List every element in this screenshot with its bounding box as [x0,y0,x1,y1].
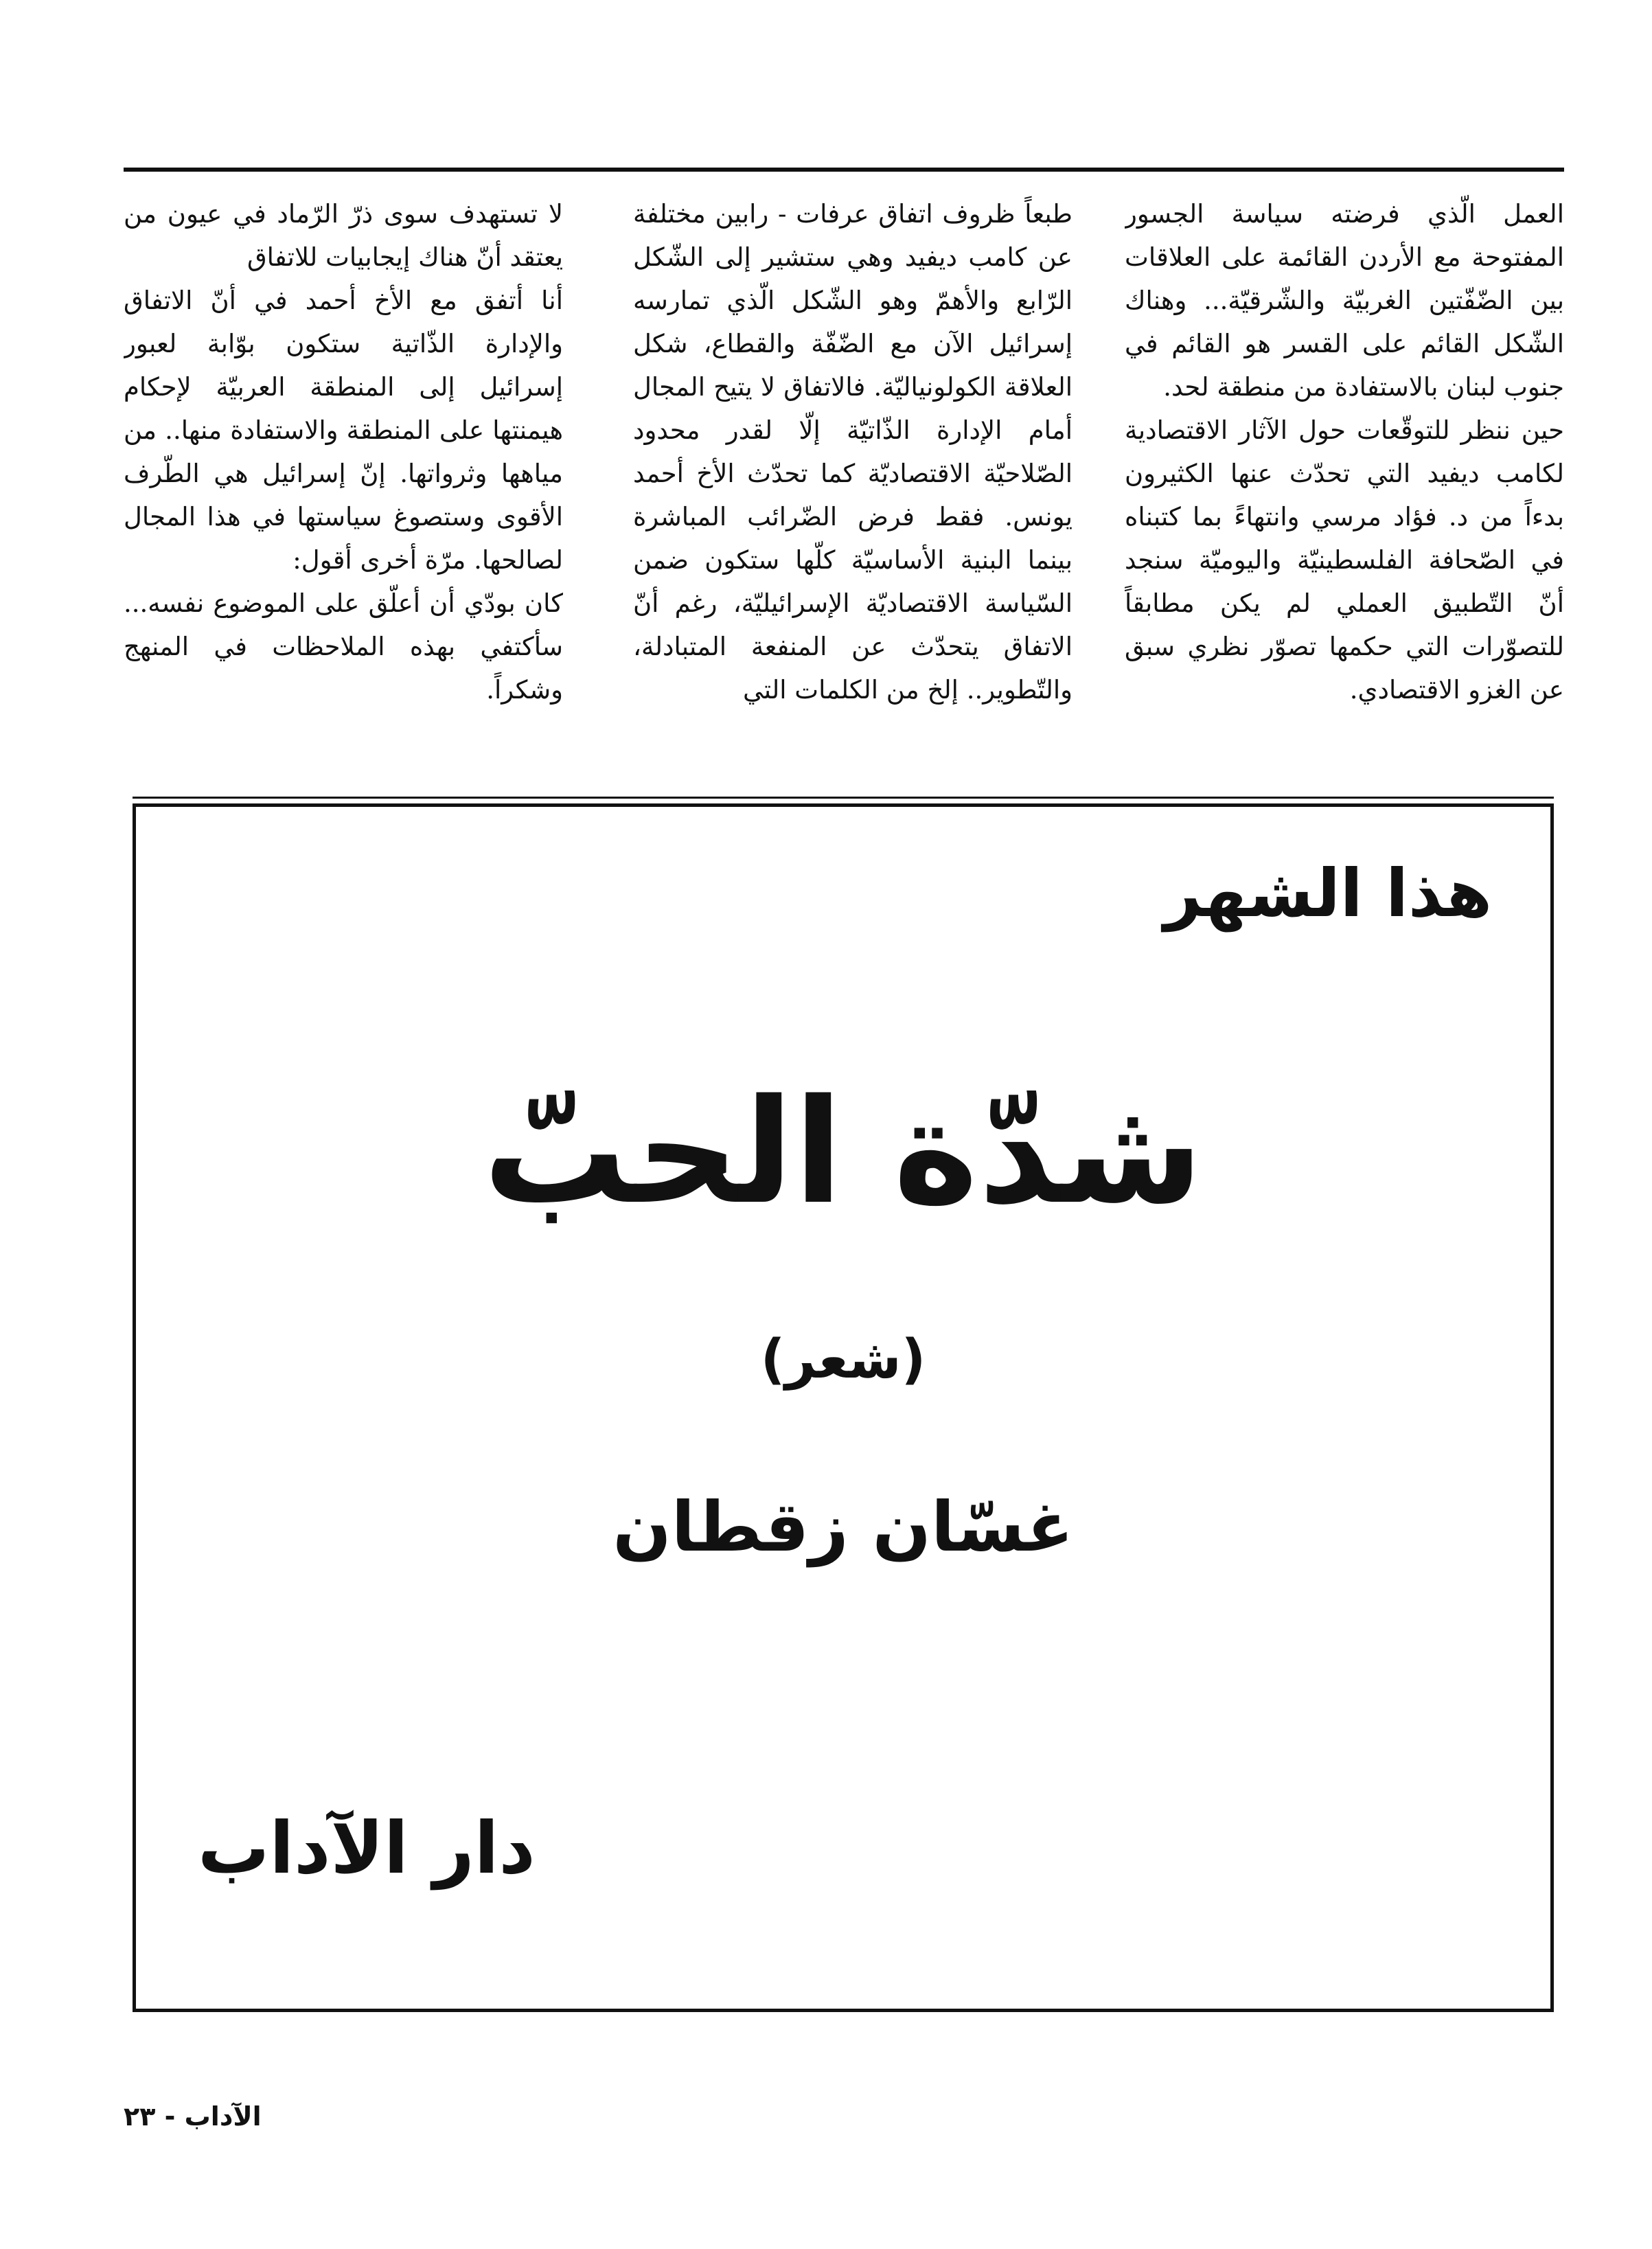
paragraph: كان بودّي أن أعلّق على الموضوع نفسه... سأكتفي بهذه الملاحظات في المنهج وشكراً. [124,589,563,705]
advert-month-label: هذا الشهر [1163,855,1492,932]
article-column-right [1125,192,1564,783]
advert-genre: (شعر) [760,1329,926,1391]
advert-publisher-logo: دار الآداب [198,1806,536,1890]
paragraph: العمل الّذي فرضته سياسة الجسور المفتوحة مع الأردن القائمة على العلاقات بين الضّفّتين الغربيّة والشّرقيّة... وهناك الشّكل القائم على القسر هو القائم في جنوب لبنان بالاستفادة من منطقة لحد. [1125,199,1564,402]
advert-book-title: شدّة الحبّ [483,1068,1204,1236]
article-column-middle [633,192,1072,783]
top-rule [124,168,1564,172]
paragraph: لا تستهدف سوى ذرّ الرّماد في عيون من يعتقد أنّ هناك إيجابيات للاتفاق [124,199,563,272]
article-column-left [124,192,563,783]
book-advert [133,803,1554,2012]
paragraph: طبعاً ظروف اتفاق عرفات - رابين مختلفة عن كامب ديفيد وهي ستشير إلى الشّكل الرّابع والأهمّ وهو الشّكل الّذي تمارسه إسرائيل الآن مع الضّفّة والقطاع، شكل العلاقة الكولونياليّة. فالاتفاق لا يتيح المجال أمام الإدارة الذّاتيّة إلّا لقدر محدود الصّلاحيّة الاقتصاديّة كما تحدّث الأخ أحمد يونس. فقط فرض الضّرائب المباشرة بينما البنية الأساسيّة كلّها ستكون ضمن السّياسة الاقتصاديّة الإسرائيليّة، رغم أنّ الاتفاق يتحدّث عن المنفعة المتبادلة، والتّطوير.. إلخ من الكلمات التي [633,199,1072,705]
advert-author: غسّان زقطان [612,1487,1074,1567]
page-folio: الآداب - ٢٣ [124,2101,262,2132]
paragraph: أنا أتفق مع الأخ أحمد في أنّ الاتفاق والإدارة الذّاتية ستكون بوّابة لعبور إسرائيل إلى المنطقة العربيّة لإحكام هيمنتها على المنطقة والاستفادة منها.. من مياهها وثرواتها. إنّ إسرائيل هي الطّرف الأقوى وستصوغ سياستها في هذا المجال لصالحها. مرّة أخرى أقول: [124,286,563,575]
paragraph: حين ننظر للتوقّعات حول الآثار الاقتصادية لكامب ديفيد التي تحدّث عنها الكثيرون بدءاً من د. فؤاد مرسي وانتهاءً بما كتبناه في الصّحافة الفلسطينيّة واليوميّة سنجد أنّ التّطبيق العملي لم يكن مطابقاً للتصوّرات التي حكمها تصوّر نظري سبق عن الغزو الاقتصادي. [1125,415,1564,705]
article-columns [124,192,1564,783]
advert-top-line [133,797,1554,799]
